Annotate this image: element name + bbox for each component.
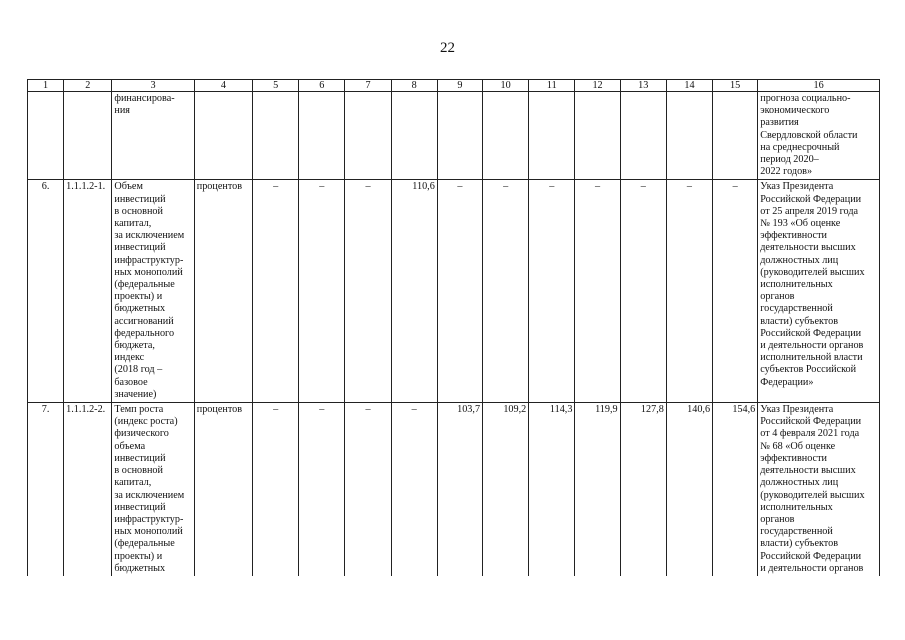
column-header: 7 <box>345 80 391 92</box>
value-cell <box>666 92 712 180</box>
value-cell: – <box>345 403 391 576</box>
indicator-name-cell: Темп роста (индекс роста) физического объема инвестиций в основной капитал, за исключением инвестиций инфраструктур- ных монополий (федеральные проекты) и бюджетных <box>112 403 194 576</box>
row-number-cell: 6. <box>28 180 64 403</box>
value-cell: – <box>666 180 712 403</box>
value-cell: – <box>391 403 437 576</box>
value-cell: 103,7 <box>437 403 482 576</box>
indicator-name-cell: Объем инвестиций в основной капитал, за исключением инвестиций инфраструктур- ных монополий (федеральные проекты) и бюджетных ассигнований федерального бюджета, индекс (2018 год – базовое значение) <box>112 180 194 403</box>
column-header: 6 <box>299 80 345 92</box>
value-cell <box>345 92 391 180</box>
column-header: 16 <box>758 80 880 92</box>
table-row <box>28 92 880 180</box>
indicator-name-cell: финансирова- ния <box>112 92 194 180</box>
table-row <box>28 403 880 576</box>
unit-cell <box>194 92 252 180</box>
column-header: 4 <box>194 80 252 92</box>
value-cell: – <box>299 180 345 403</box>
unit-cell: процентов <box>194 180 252 403</box>
column-header: 1 <box>28 80 64 92</box>
value-cell: – <box>575 180 620 403</box>
column-header: 15 <box>713 80 758 92</box>
page-number: 22 <box>440 40 455 56</box>
indicator-table <box>27 79 880 576</box>
value-cell <box>299 92 345 180</box>
value-cell: – <box>345 180 391 403</box>
value-cell: – <box>713 180 758 403</box>
column-header: 11 <box>529 80 575 92</box>
column-header: 9 <box>437 80 482 92</box>
value-cell: 114,3 <box>529 403 575 576</box>
column-header: 14 <box>666 80 712 92</box>
unit-cell: процентов <box>194 403 252 576</box>
value-cell: – <box>620 180 666 403</box>
value-cell <box>575 92 620 180</box>
value-cell: 119,9 <box>575 403 620 576</box>
value-cell <box>253 92 299 180</box>
column-header: 10 <box>483 80 529 92</box>
code-cell <box>64 92 112 180</box>
column-header: 8 <box>391 80 437 92</box>
code-cell: 1.1.1.2-2. <box>64 403 112 576</box>
source-document-cell: Указ Президента Российской Федерации от 4 февраля 2021 года № 68 «Об оценке эффективности деятельности высших должностных лиц (руководителей высших исполнительных органов государственной власти) субъектов Российской Федерации и деятельности органов <box>758 403 880 576</box>
source-document-cell: прогноза социально- экономического развития Свердловской области на среднесрочный период 2020– 2022 годов» <box>758 92 880 180</box>
value-cell: 140,6 <box>666 403 712 576</box>
row-number-cell <box>28 92 64 180</box>
header-row <box>28 80 880 92</box>
value-cell: – <box>253 180 299 403</box>
row-number-cell: 7. <box>28 403 64 576</box>
value-cell: 110,6 <box>391 180 437 403</box>
value-cell: – <box>529 180 575 403</box>
value-cell: – <box>437 180 482 403</box>
value-cell <box>529 92 575 180</box>
value-cell: 154,6 <box>713 403 758 576</box>
value-cell: 109,2 <box>483 403 529 576</box>
value-cell <box>391 92 437 180</box>
value-cell <box>713 92 758 180</box>
value-cell: – <box>483 180 529 403</box>
code-cell: 1.1.1.2-1. <box>64 180 112 403</box>
column-header: 12 <box>575 80 620 92</box>
column-header: 13 <box>620 80 666 92</box>
column-header: 2 <box>64 80 112 92</box>
value-cell: 127,8 <box>620 403 666 576</box>
column-header: 5 <box>253 80 299 92</box>
table-row <box>28 180 880 403</box>
value-cell: – <box>299 403 345 576</box>
source-document-cell: Указ Президента Российской Федерации от 25 апреля 2019 года № 193 «Об оценке эффективности деятельности высших должностных лиц (руководителей высших исполнительных органов государственной власти) субъектов Российской Федерации и деятельности органов исполнительной власти субъектов Российской Федерации» <box>758 180 880 403</box>
value-cell <box>483 92 529 180</box>
value-cell <box>437 92 482 180</box>
value-cell <box>620 92 666 180</box>
column-header: 3 <box>112 80 194 92</box>
value-cell: – <box>253 403 299 576</box>
